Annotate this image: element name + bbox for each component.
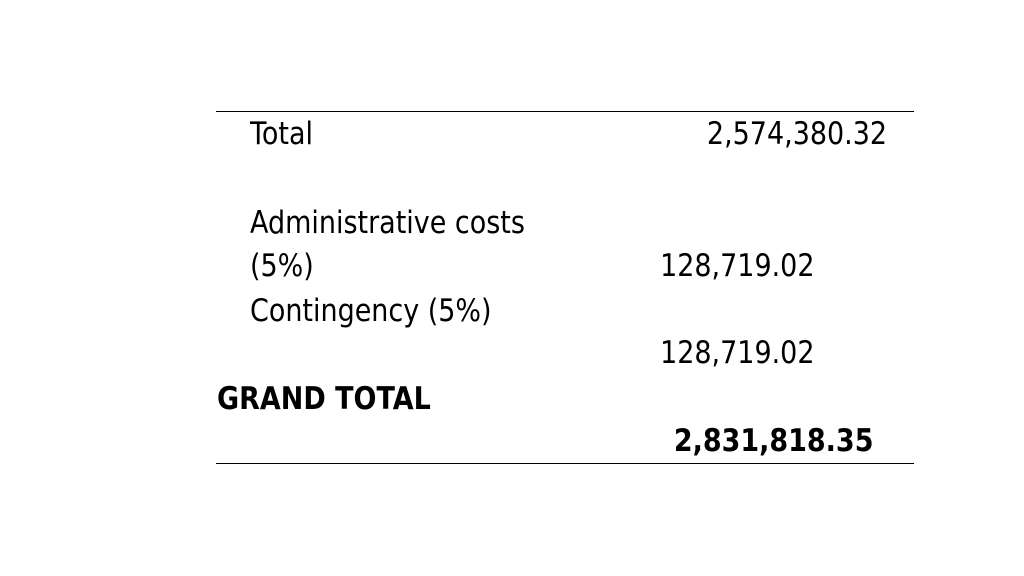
total-value: 2,574,380.32 (706, 116, 887, 152)
admin-costs-label-line1: Administrative costs (250, 205, 525, 241)
admin-costs-value: 128,719.02 (659, 248, 814, 284)
grand-total-label: GRAND TOTAL (217, 381, 431, 417)
admin-costs-label-line2: (5%) (250, 248, 314, 284)
table-bottom-rule (216, 463, 914, 464)
grand-total-value: 2,831,818.35 (673, 423, 873, 459)
total-label: Total (250, 116, 313, 152)
contingency-value: 128,719.02 (659, 335, 814, 371)
contingency-label: Contingency (5%) (250, 293, 492, 329)
